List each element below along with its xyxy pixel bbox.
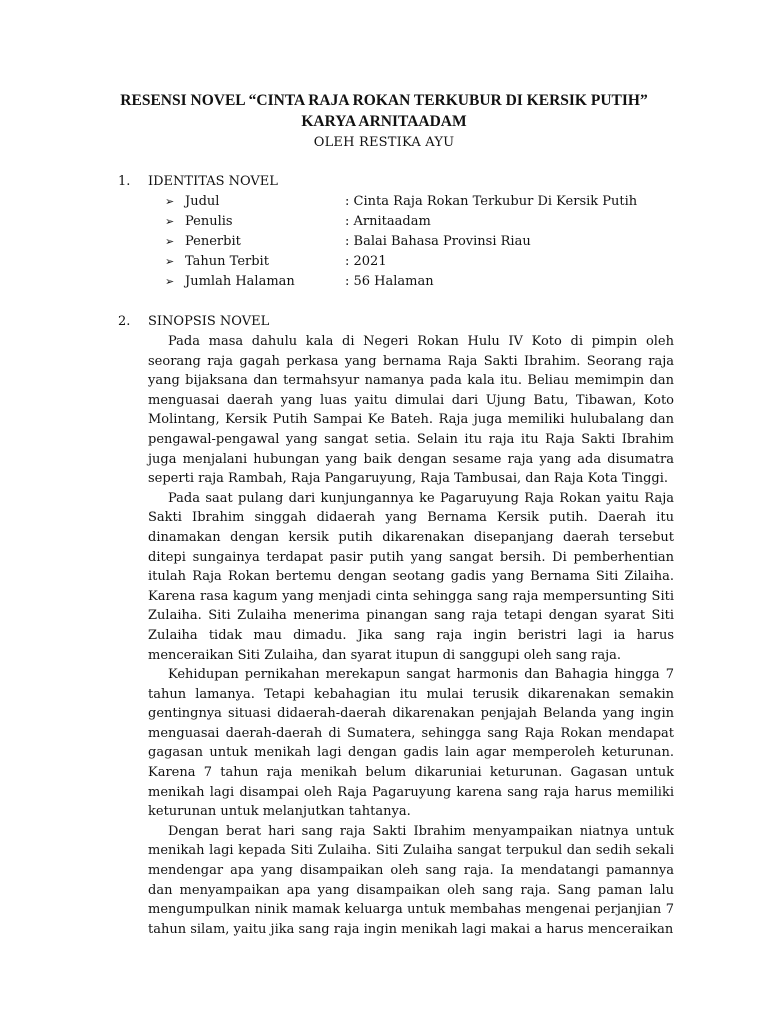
- synopsis-paragraph: Kehidupan pernikahan merekapun sangat harmonis dan Bahagia hingga 7 tahun lamanya. Tetapi kebahagian itu mulai terusik dikarenakan semakin gentingnya situasi didaerah-daerah dikarenakan penjajah Belanda yang ingin menguasai daerah-daerah di Sumatera, sehingga sang Raja Rokan mendapat gagasan untuk menikah lagi dengan gadis lain agar memperoleh keturunan. Karena 7 tahun raja menikah belum dikaruniai keturunan. Gagasan untuk menikah lagi disampai oleh Raja Pagaruyung karena sang raja harus memiliki keturunan untuk melanjutkan tahtanya.: [148, 667, 674, 820]
- synopsis-paragraph: Pada saat pulang dari kunjungannya ke Pagaruyung Raja Rokan yaitu Raja Sakti Ibrahim singgah didaerah yang Bernama Kersik putih. Daerah itu dinamakan dengan kersik putih dikarenakan disepanjang daerah tersebut ditepi sungainya terdapat pasir putih yang sangat bersih. Di pemberhentian itulah Raja Rokan bertemu dengan seotang gadis yang Bernama Siti Zilaiha. Karena rasa kagum yang menjadi cinta sehingga sang raja mempersunting Siti Zulaiha. Siti Zulaiha menerima pinangan sang raja tetapi dengan syarat Siti Zulaiha tidak mau dimadu. Jika sang raja ingin beristri lagi ia harus menceraikan Siti Zulaiha, dan syarat itupun di sanggupi oleh sang raja.: [148, 490, 674, 663]
- identity-list: [165, 192, 637, 292]
- identity-value: : 56 Halaman: [345, 274, 434, 289]
- identity-label: Jumlah Halaman: [185, 274, 295, 289]
- identity-value: : Arnitaadam: [345, 214, 431, 229]
- identity-row-penerbit: [165, 232, 637, 252]
- document-title-line-2: KARYA ARNITAADAM: [301, 113, 467, 130]
- section-number: 1.: [118, 174, 131, 189]
- section-identitas-heading: [118, 172, 278, 192]
- identity-value: : 2021: [345, 254, 387, 269]
- synopsis-body: [148, 332, 674, 939]
- synopsis-paragraph: Pada masa dahulu kala di Negeri Rokan Hulu IV Koto di pimpin oleh seorang raja gagah perkasa yang bernama Raja Sakti Ibrahim. Seorang raja yang bijaksana dan termahsyur namanya pada kala itu. Beliau memimpin dan menguasai daerah yang luas yaitu dimulai dari Ujung Batu, Tibawan, Koto Molintang, Kersik Putih Sampai Ke Bateh. Raja juga memiliki hulubalang dan pengawal-pengawal yang sangat setia. Selain itu raja itu Raja Sakti Ibrahim juga menjalani hubungan yang baik dengan sesame raja yang ada disumatra seperti raja Rambah, Raja Pangaruyung, Raja Tambusai, dan Raja Kota Tinggi.: [148, 334, 674, 487]
- arrow-bullet-icon: ➢: [165, 215, 175, 228]
- identity-value: : Cinta Raja Rokan Terkubur Di Kersik Putih: [345, 194, 638, 209]
- section-title: SINOPSIS NOVEL: [148, 314, 270, 329]
- arrow-bullet-icon: ➢: [165, 275, 175, 288]
- arrow-bullet-icon: ➢: [165, 195, 175, 208]
- identity-label: Judul: [185, 194, 220, 209]
- identity-row-tahun-terbit: [165, 252, 637, 272]
- section-title: IDENTITAS NOVEL: [148, 174, 278, 189]
- identity-label: Penerbit: [185, 234, 241, 249]
- identity-label: Tahun Terbit: [185, 254, 269, 269]
- identity-value: : Balai Bahasa Provinsi Riau: [345, 234, 531, 249]
- identity-row-penulis: [165, 212, 637, 232]
- arrow-bullet-icon: ➢: [165, 235, 175, 248]
- section-sinopsis-heading: [118, 312, 269, 332]
- synopsis-paragraph: Dengan berat hari sang raja Sakti Ibrahim menyampaikan niatnya untuk menikah lagi kepada Siti Zulaiha. Siti Zulaiha sangat terpukul dan sedih sekali mendengar apa yang disampaikan oleh sang raja. Ia mendatangi pamannya dan menyampaikan apa yang disampaikan oleh sang raja. Sang paman lalu mengumpulkan ninik mamak keluarga untuk membahas mengenai perjanjian 7 tahun silam, yaitu jika sang raja ingin menikah lagi makai a harus menceraikan: [148, 823, 674, 937]
- arrow-bullet-icon: ➢: [165, 255, 175, 268]
- identity-label: Penulis: [185, 214, 233, 229]
- identity-row-judul: [165, 192, 637, 212]
- section-number: 2.: [118, 314, 131, 329]
- author-line: OLEH RESTIKA AYU: [313, 135, 455, 150]
- identity-row-jumlah-halaman: [165, 272, 637, 292]
- document-title-line-1: RESENSI NOVEL “CINTA RAJA ROKAN TERKUBUR DI KERSIK PUTIH”: [120, 92, 648, 109]
